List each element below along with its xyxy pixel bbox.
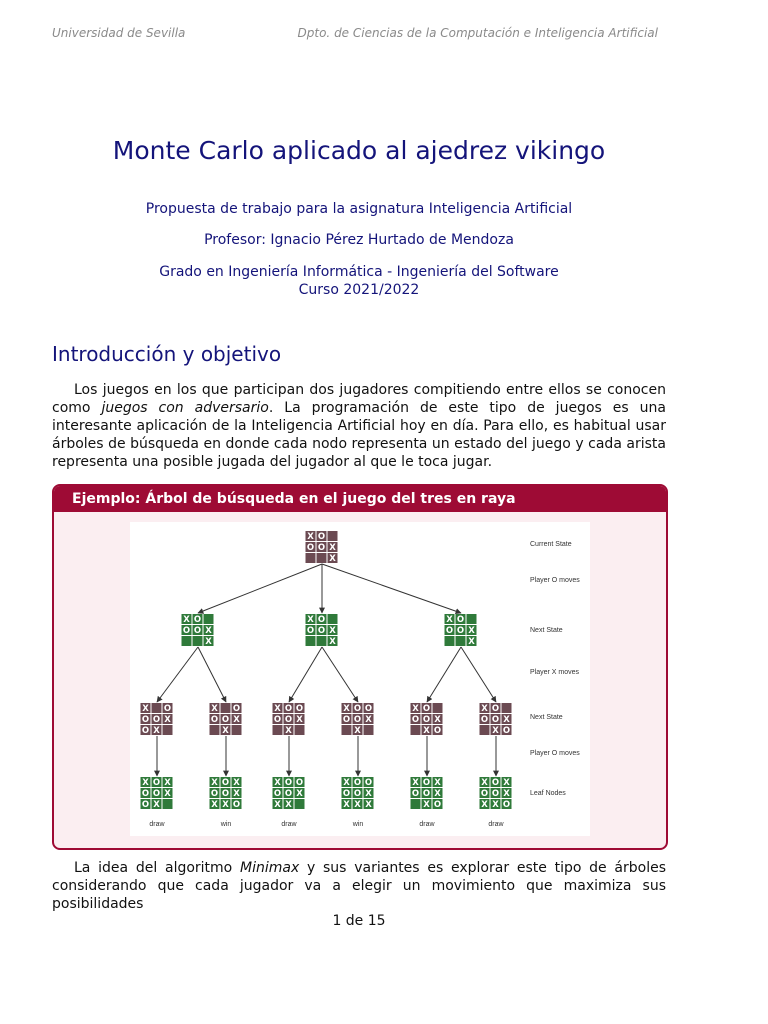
svg-text:O: O [295,704,304,714]
svg-text:X: X [481,800,488,810]
svg-text:O: O [221,715,230,725]
svg-text:X: X [222,726,229,736]
paragraph-intro-start: Los juegos en los que participan dos jugadores compitiendo entre ellos se conocen como [52,382,666,416]
svg-text:O: O [232,704,241,714]
svg-text:X: X [503,789,510,799]
board-root [306,531,338,564]
svg-text:O: O [141,715,150,725]
svg-text:X: X [412,704,419,714]
board-leaf [411,777,443,810]
label-player-x-moves: Player X moves [530,669,580,676]
paragraph-intro-end: . La programación de este tipo de juegos es una interesante aplicación de la Inteligencia Artificial hoy en día. Para ello, es habitual usar árboles de búsqueda en donde cada nodo representa un estado del juego y cada arista representa una posible jugada del jugador al que le toca jugar. [52,400,666,470]
svg-text:O: O [433,726,442,736]
paragraph-minimax-start: La idea del algoritmo [74,860,240,876]
board-level2 [480,703,512,736]
svg-text:O: O [193,626,202,636]
svg-text:O: O [152,778,161,788]
svg-text:O: O [480,715,489,725]
result-label: draw [281,821,297,828]
svg-text:O: O [422,778,431,788]
svg-text:O: O [284,789,293,799]
svg-text:O: O [422,789,431,799]
svg-text:X: X [205,637,212,647]
svg-text:X: X [296,715,303,725]
result-label: draw [149,821,165,828]
paragraph-minimax [52,859,666,913]
header-university: Universidad de Sevilla [52,26,186,40]
paragraph-minimax-end: y sus variantes es explorar este tipo de árboles considerando que cada jugador va a elegir un movimiento que maximiza sus posibilidades [52,860,667,912]
board-level1 [182,614,214,647]
svg-text:O: O [317,532,326,542]
board-leaf [273,777,305,810]
svg-text:X: X [164,789,171,799]
svg-text:O: O [141,789,150,799]
svg-text:O: O [411,715,420,725]
svg-text:X: X [481,704,488,714]
tree-diagram [130,522,590,836]
svg-text:X: X [343,704,350,714]
document-title: Monte Carlo aplicado al ajedrez vikingo [112,136,606,165]
svg-text:O: O [317,615,326,625]
svg-text:X: X [205,626,212,636]
board-level2 [210,703,242,736]
result-label: draw [419,821,435,828]
svg-text:X: X [274,778,281,788]
svg-text:O: O [317,543,326,553]
label-leaf-nodes: Leaf Nodes [530,790,566,797]
svg-text:X: X [434,789,441,799]
svg-text:X: X [503,778,510,788]
section-heading: Introducción y objetivo [52,342,282,366]
svg-text:O: O [491,778,500,788]
svg-text:O: O [306,543,315,553]
svg-text:O: O [284,715,293,725]
label-player-o-moves-2: Player O moves [530,750,580,757]
svg-text:X: X [329,543,336,553]
svg-text:X: X [365,800,372,810]
svg-text:O: O [193,615,202,625]
label-current-state: Current State [530,541,572,548]
svg-text:O: O [411,789,420,799]
svg-text:O: O [284,704,293,714]
svg-text:X: X [446,615,453,625]
header-department: Dpto. de Ciencias de la Computación e Inteligencia Artificial [297,26,658,40]
svg-text:X: X [468,637,475,647]
svg-text:O: O [152,789,161,799]
board-level1 [306,614,338,647]
example-box [52,484,668,850]
subtitle-year: Curso 2021/2022 [298,282,420,298]
svg-text:X: X [329,637,336,647]
svg-text:X: X [233,715,240,725]
label-player-o-moves-1: Player O moves [530,577,580,584]
tree-figure [130,522,590,836]
svg-text:X: X [307,532,314,542]
svg-text:O: O [221,778,230,788]
svg-text:X: X [354,800,361,810]
subtitle-professor: Profesor: Ignacio Pérez Hurtado de Mendoza [204,232,514,248]
svg-text:O: O [456,626,465,636]
svg-text:X: X [329,554,336,564]
svg-text:O: O [491,704,500,714]
svg-text:X: X [307,615,314,625]
svg-text:X: X [153,800,160,810]
paragraph-minimax-emphasis: Minimax [240,860,300,876]
svg-text:X: X [423,726,430,736]
svg-text:X: X [142,778,149,788]
svg-text:O: O [273,789,282,799]
svg-text:O: O [210,789,219,799]
svg-text:O: O [141,800,150,810]
svg-text:X: X [434,778,441,788]
svg-text:X: X [164,778,171,788]
result-label: win [352,821,364,828]
svg-text:O: O [342,715,351,725]
result-label: draw [488,821,504,828]
svg-text:O: O [502,800,511,810]
svg-text:O: O [342,789,351,799]
svg-text:X: X [233,778,240,788]
board-leaf [342,777,374,810]
svg-text:O: O [182,626,191,636]
subtitle-course: Propuesta de trabajo para la asignatura Inteligencia Artificial [145,201,573,217]
svg-text:X: X [412,778,419,788]
svg-text:X: X [434,715,441,725]
svg-text:O: O [273,715,282,725]
svg-text:X: X [343,800,350,810]
svg-text:X: X [274,800,281,810]
result-label: win [220,821,232,828]
svg-text:X: X [296,789,303,799]
svg-text:X: X [423,800,430,810]
board-leaf [480,777,512,810]
svg-text:O: O [364,704,373,714]
svg-text:O: O [295,778,304,788]
svg-text:O: O [284,778,293,788]
svg-text:O: O [422,704,431,714]
svg-text:X: X [365,715,372,725]
svg-text:O: O [502,726,511,736]
svg-text:X: X [365,789,372,799]
svg-text:X: X [354,726,361,736]
svg-text:O: O [306,626,315,636]
svg-text:X: X [503,715,510,725]
svg-text:X: X [343,778,350,788]
svg-text:X: X [222,800,229,810]
paragraph-intro [52,381,666,471]
svg-text:X: X [329,626,336,636]
svg-text:O: O [422,715,431,725]
board-level2 [273,703,305,736]
svg-text:O: O [232,800,241,810]
board-level2 [411,703,443,736]
board-level1 [445,614,477,647]
svg-text:X: X [468,626,475,636]
svg-text:O: O [210,715,219,725]
paragraph-intro-emphasis: juegos con adversario [101,400,269,416]
label-next-state-1: Next State [530,627,563,634]
svg-text:X: X [285,800,292,810]
svg-text:O: O [221,789,230,799]
label-next-state-2: Next State [530,714,563,721]
svg-text:X: X [492,800,499,810]
svg-text:O: O [163,704,172,714]
svg-text:O: O [317,626,326,636]
svg-text:O: O [353,778,362,788]
svg-text:X: X [274,704,281,714]
svg-text:X: X [211,704,218,714]
svg-text:X: X [285,726,292,736]
board-level2 [342,703,374,736]
svg-text:X: X [153,726,160,736]
subtitle-degree: Grado en Ingeniería Informática - Ingeniería del Software [159,264,559,280]
svg-text:O: O [480,789,489,799]
svg-text:O: O [152,715,161,725]
board-leaf [141,777,173,810]
svg-text:X: X [164,715,171,725]
svg-text:O: O [141,726,150,736]
svg-text:O: O [491,715,500,725]
svg-text:X: X [481,778,488,788]
svg-text:O: O [353,715,362,725]
svg-text:O: O [491,789,500,799]
svg-text:O: O [364,778,373,788]
svg-text:X: X [492,726,499,736]
svg-text:O: O [433,800,442,810]
page-number: 1 de 15 [332,913,386,929]
board-level2 [141,703,173,736]
svg-text:X: X [233,789,240,799]
svg-text:X: X [211,800,218,810]
svg-text:O: O [353,704,362,714]
svg-text:O: O [353,789,362,799]
board-leaf [210,777,242,810]
example-box-title: Ejemplo: Árbol de búsqueda en el juego del tres en raya [54,486,666,512]
svg-text:X: X [183,615,190,625]
svg-text:X: X [142,704,149,714]
svg-text:X: X [211,778,218,788]
svg-text:O: O [456,615,465,625]
svg-text:O: O [445,626,454,636]
